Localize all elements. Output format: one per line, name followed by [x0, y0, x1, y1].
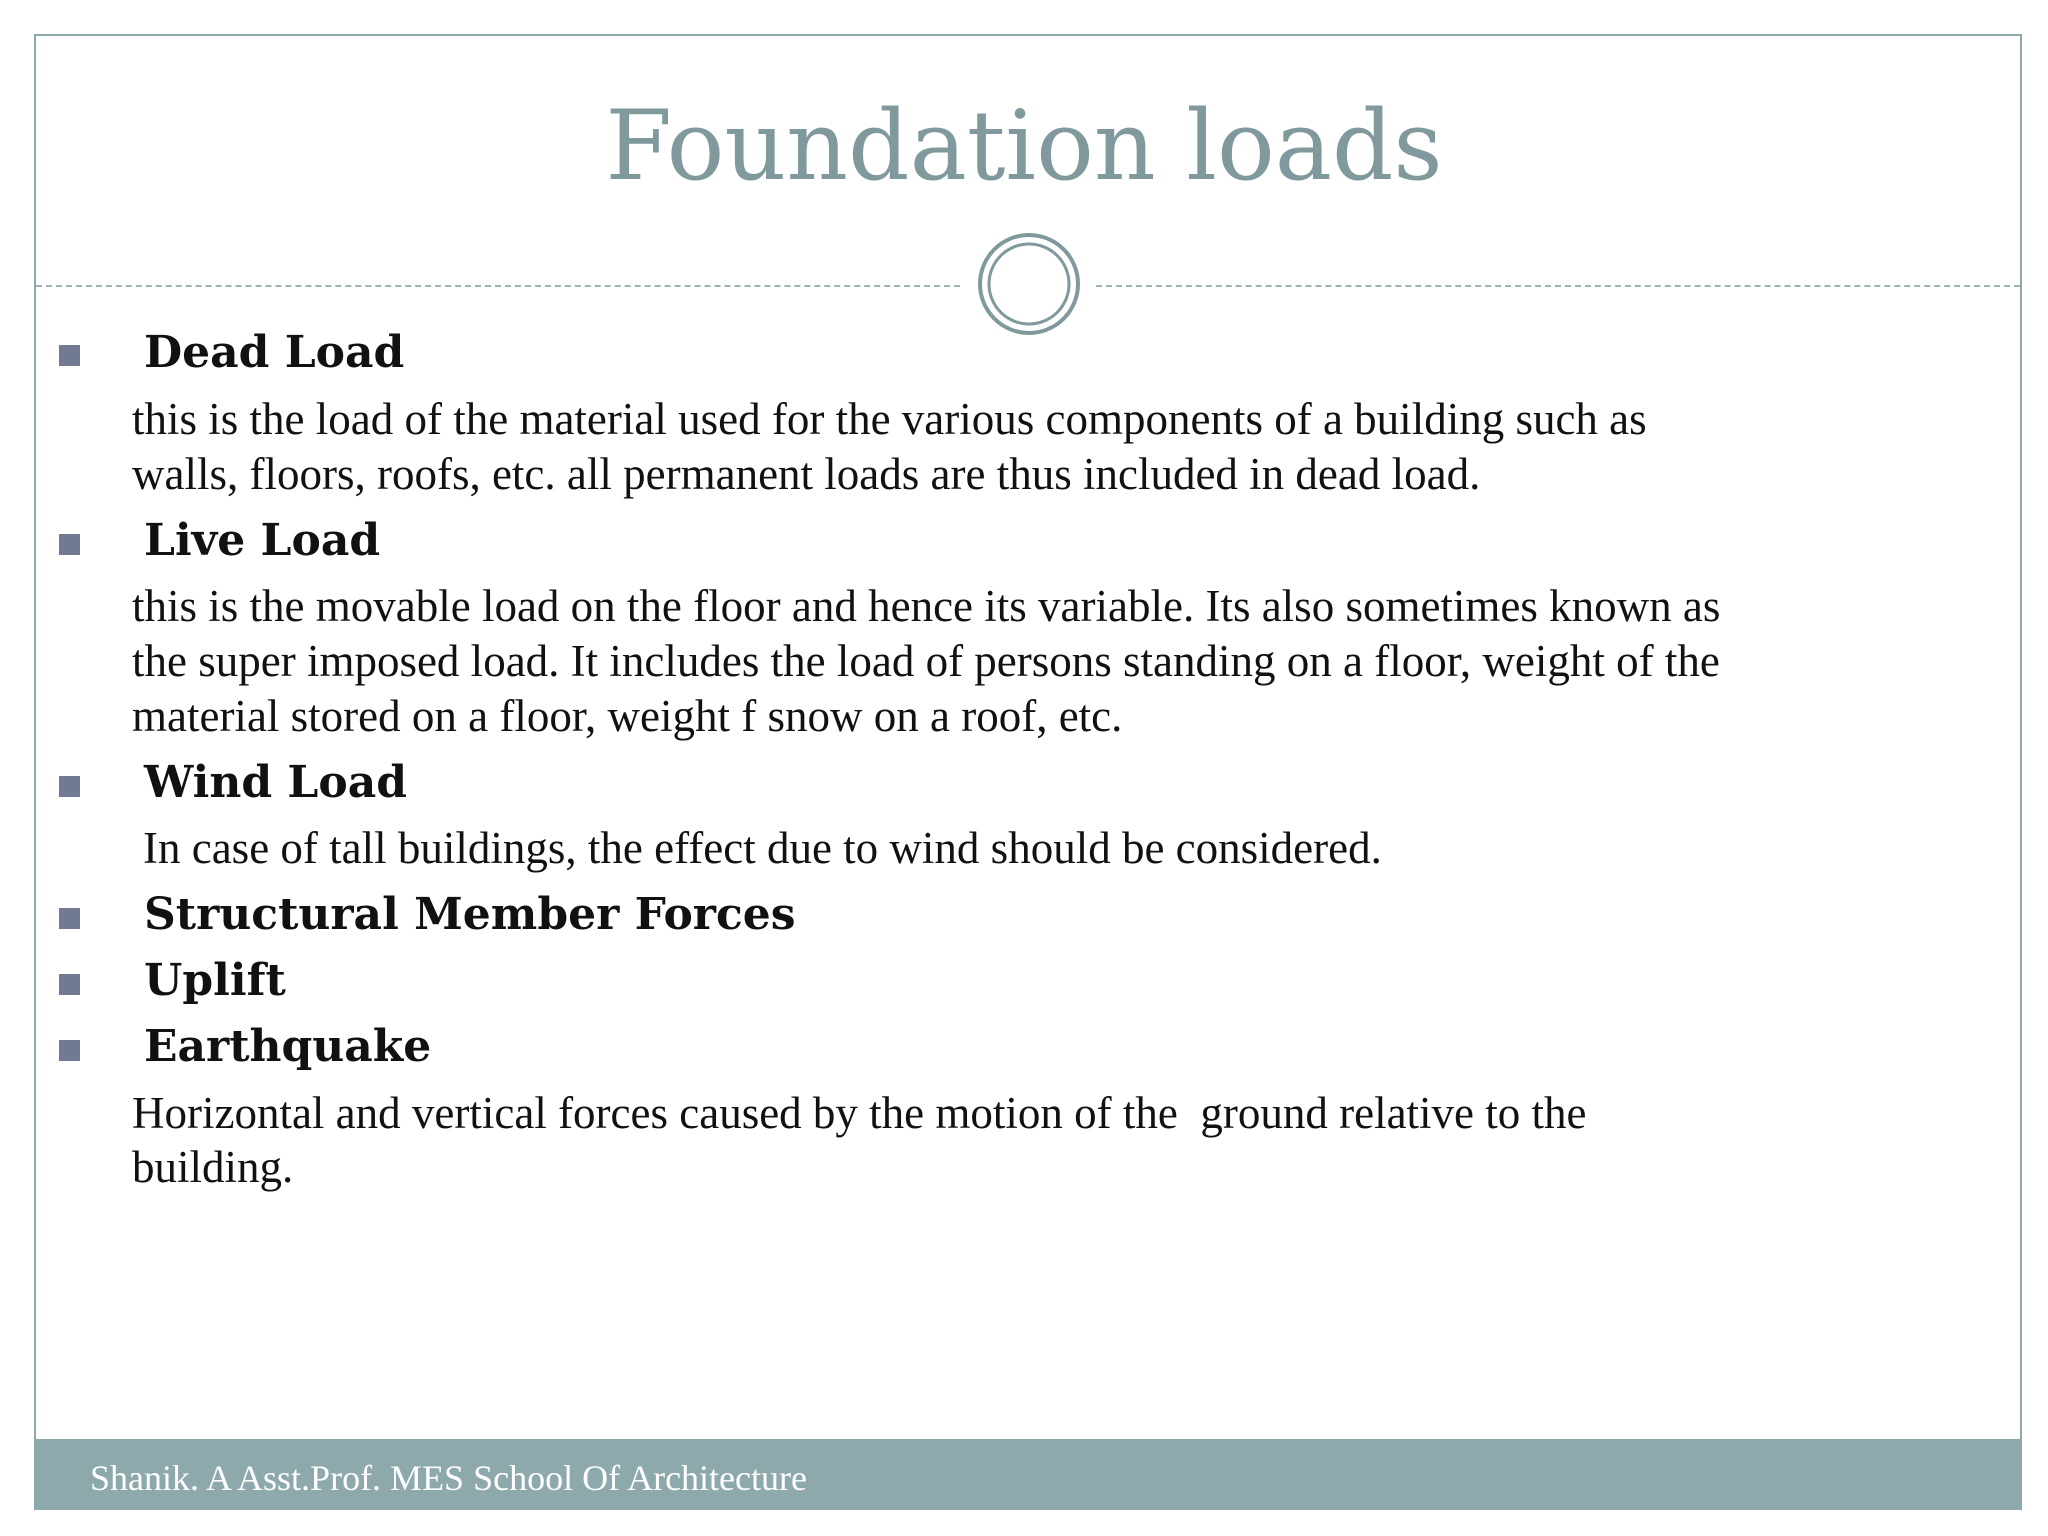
- item-heading-wind-load: Wind Load: [144, 757, 407, 808]
- bullet-icon: [59, 1040, 80, 1061]
- item-heading-live-load: Live Load: [144, 515, 381, 566]
- bullet-icon: [59, 908, 80, 929]
- bullet-icon: [59, 345, 80, 366]
- item-text-live-load-line-3: material stored on a floor, weight f snow on a roof, etc.: [132, 691, 1123, 741]
- item-text-earthquake-line-1: Horizontal and vertical forces caused by the motion of the ground relative to the: [132, 1088, 1587, 1138]
- item-text-dead-load-line-1: this is the load of the material used for the various components of a building such as: [132, 394, 1647, 444]
- footer-bar: [34, 1439, 2022, 1510]
- bullet-icon: [59, 776, 80, 797]
- item-text-dead-load-line-2: walls, floors, roofs, etc. all permanent loads are thus included in dead load.: [132, 449, 1481, 499]
- item-text-live-load-line-1: this is the movable load on the floor and hence its variable. Its also sometimes known as: [132, 581, 1721, 631]
- item-heading-dead-load: Dead Load: [144, 327, 405, 378]
- footer-text: Shanik. A Asst.Prof. MES School Of Architecture: [90, 1458, 807, 1498]
- item-heading-earthquake: Earthquake: [144, 1021, 432, 1072]
- item-text-live-load-line-2: the super imposed load. It includes the load of persons standing on a floor, weight of the: [132, 636, 1720, 686]
- item-text-earthquake-line-2: building.: [132, 1142, 294, 1192]
- slide-title: Foundation loads: [605, 90, 1443, 202]
- bullet-icon: [59, 974, 80, 995]
- item-heading-uplift: Uplift: [144, 955, 286, 1006]
- item-heading-structural-member-forces: Structural Member Forces: [144, 889, 796, 940]
- item-text-wind-load-line-1: In case of tall buildings, the effect due to wind should be considered.: [143, 823, 1382, 873]
- bullet-icon: [59, 534, 80, 555]
